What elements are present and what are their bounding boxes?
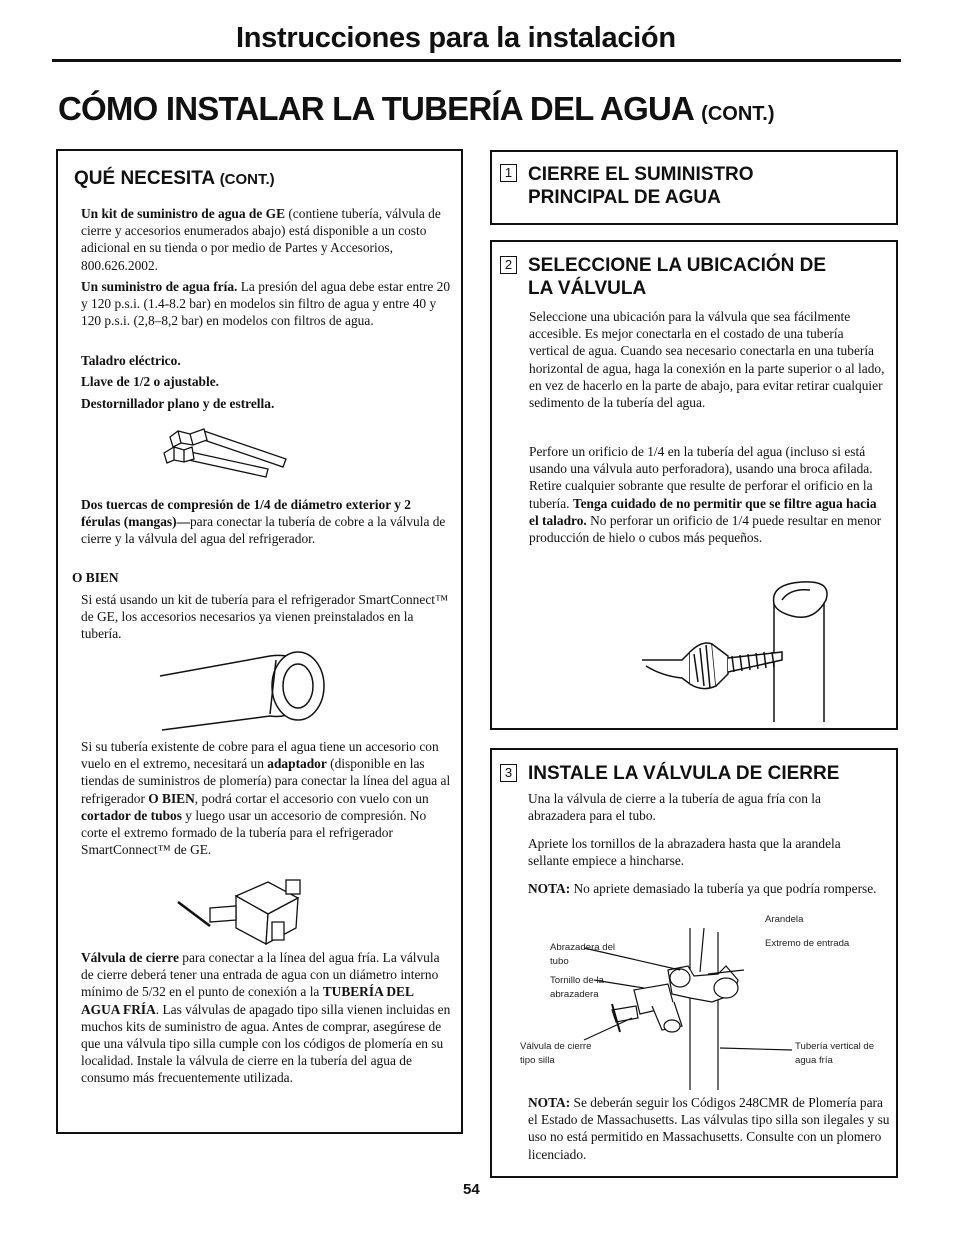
valve-text-2: . Las válvulas de apagado tipo silla vienen incluidas en muchos kits de suministro de agua. Antes de comprar, asegúrese de que una válvula tipo silla cumple con los códigos de plomería en su localidad. Instale la válvula de cierre en la tubería del agua de consumo más frecuentemente utilizada. bbox=[81, 1001, 451, 1086]
heading-suffix: (CONT.) bbox=[219, 171, 275, 188]
step-3-number: 3 bbox=[500, 764, 517, 782]
label-saddle-valve: Válvula de cierre tipo silla bbox=[520, 1041, 592, 1066]
section-title bbox=[58, 90, 775, 128]
adapter-paragraph bbox=[81, 738, 451, 858]
or-label-1 bbox=[72, 569, 119, 586]
adapter-text-4: y luego usar un accesorio de compresión. No corte el extremo formado de la tubería para el refrigerador SmartConnect™ de GE. bbox=[81, 807, 427, 858]
adapter-text-1: Si su tubería existente de cobre para el agua tiene un accesorio con vuelo en el extremo, necesitará un bbox=[81, 739, 439, 772]
smartconnect-paragraph: Si está usando un kit de tubería para el refrigerador SmartConnect™ de GE, los accesorios necesarios ya vienen preinstalados en la tubería. bbox=[81, 592, 449, 642]
adapter-bold: adaptador bbox=[267, 756, 327, 772]
section-title-suffix: (CONT.) bbox=[701, 103, 775, 125]
supply-text: La presión del agua debe estar entre 20 y 120 p.s.i. (1.4-8.2 bar) en modelos sin filtro de agua y entre 40 y 120 p.s.i. (2,8–8,2 bar) en modelos con filtros de agua. bbox=[81, 279, 451, 329]
note-1-text: No apriete demasiado la tubería ya que podría romperse. bbox=[570, 881, 877, 896]
step-2-end: No perforar un orificio de 1/4 puede resultar en menor producción de hielo o cubos más pequeños. bbox=[529, 512, 882, 546]
wrench-text: Llave de 1/2 o ajustable. bbox=[81, 374, 219, 389]
valve-bold: Válvula de cierre bbox=[81, 950, 179, 965]
header-divider bbox=[52, 59, 901, 62]
valve-text-1: para conectar a la línea del agua fría. La válvula de cierre deberá tener una entrada de agua con un diámetro interno mínimo de 5/32 en el punto de conexión a la bbox=[81, 950, 440, 1000]
compression-nuts-illustration bbox=[166, 423, 291, 478]
screwdriver-text: Destornillador plano y de estrella. bbox=[81, 396, 275, 411]
step-3-title: INSTALE LA VÁLVULA DE CIERRE bbox=[528, 763, 840, 784]
step-1-title: CIERRE EL SUMINISTRO PRINCIPAL DE AGUA bbox=[528, 164, 754, 208]
note-1-label: NOTA: bbox=[528, 881, 571, 896]
adapter-text-2: (disponible en las tiendas de suministros de plomería) para conectar la línea del agua al refrigerador bbox=[81, 756, 451, 806]
or-text-2: O BIEN bbox=[148, 790, 195, 806]
screwdriver-item bbox=[81, 395, 274, 412]
drill-pipe-illustration bbox=[642, 582, 872, 722]
label-pipe-clamp: Abrazadera del tubo bbox=[550, 942, 616, 967]
step-2-bold: Tenga cuidado de no permitir que se filtre agua hacia el taladro. bbox=[529, 495, 877, 528]
step-1-number: 1 bbox=[500, 164, 517, 182]
note-2-label: NOTA: bbox=[528, 1095, 571, 1110]
step-3-paragraph-1: Una la válvula de cierre a la tubería de agua fría con la abrazadera para el tubo. bbox=[528, 791, 821, 824]
step-2-paragraph-2 bbox=[529, 443, 885, 546]
step-2-panel bbox=[490, 240, 898, 730]
flared-tubing-illustration bbox=[158, 648, 328, 733]
step-2-paragraph-1: Seleccione una ubicación para la válvula que sea fácilmente accesible. Es mejor conectarla en el costado de una tubería vertical de agua. Cuando sea necesario conectarla en una tubería horizontal de agua, haga la conexión en la parte superior o al lado, en vez de hacerlo en la parte de abajo, para evitar retirar cualquier sedimento de la tubería del agua. bbox=[529, 309, 885, 411]
step-1-panel bbox=[490, 150, 898, 225]
step-2-title: SELECCIONE LA UBICACIÓN DE LA VÁLVULA bbox=[528, 255, 827, 299]
label-clamp-screw: Tornillo de la abrazadera bbox=[550, 975, 604, 1000]
wrench-item bbox=[81, 373, 219, 390]
kit-bold: Un kit de suministro de agua de GE bbox=[81, 206, 285, 221]
note-2-text: Se deberán seguir los Códigos 248CMR de Plomería para el Estado de Massachusetts. Las válvulas tipo silla son ilegales y su uso no está permitido en Massachusetts. Consulte con un plomero licenciado. bbox=[528, 1095, 890, 1162]
page-header-title: Instrucciones para la instalación bbox=[236, 22, 676, 54]
compression-nuts-paragraph bbox=[81, 496, 451, 548]
shutoff-valve-illustration bbox=[176, 878, 306, 948]
label-washer: Arandela bbox=[765, 914, 804, 925]
drill-item bbox=[81, 352, 181, 369]
adapter-text-3: , podrá cortar el accesorio con vuelo con un bbox=[194, 790, 429, 806]
step-3-note-1 bbox=[528, 880, 888, 897]
kit-text: (contiene tubería, válvula de cierre y accesorios enumerados abajo) está disponible a un costo adicional en su tienda o por medio de Partes y Accesorios, 800.626.2002. bbox=[81, 206, 441, 273]
label-vertical-pipe: Tubería vertical de agua fría bbox=[795, 1041, 875, 1066]
supply-bold: Un suministro de agua fría. bbox=[81, 279, 238, 294]
what-you-need-panel bbox=[56, 149, 463, 1134]
step-3-note-2 bbox=[528, 1094, 890, 1163]
step-3-panel bbox=[490, 748, 898, 1178]
valve-bold-2: TUBERÍA DEL AGUA FRÍA bbox=[81, 984, 414, 1017]
or-text-1: O BIEN bbox=[72, 570, 119, 585]
supply-paragraph bbox=[81, 278, 451, 330]
label-inlet-end: Extremo de entrada bbox=[765, 938, 850, 949]
shutoff-valve-paragraph bbox=[81, 949, 453, 1087]
nuts-text: para conectar la tubería de cobre a la válvula de cierre y la válvula del agua del refrigerador. bbox=[81, 514, 446, 547]
drill-text: Taladro eléctrico. bbox=[81, 353, 181, 368]
heading-text: QUÉ NECESITA bbox=[74, 168, 215, 189]
cutter-bold: cortador de tubos bbox=[81, 807, 182, 823]
step-2-text: Perfore un orificio de 1/4 en la tubería del agua (incluso si está usando una válvula auto perforadora), usando una broca afilada. Retire cualquier sobrante que resulte de perforar el orificio en la tubería. bbox=[529, 444, 873, 511]
section-title-text: CÓMO INSTALAR LA TUBERÍA DEL AGUA bbox=[58, 90, 693, 127]
what-you-need-heading bbox=[74, 168, 275, 190]
page-number: 54 bbox=[463, 1181, 480, 1198]
kit-paragraph bbox=[81, 205, 451, 274]
step-3-paragraph-2: Apriete los tornillos de la abrazadera hasta que la arandela sellante empiece a hincharse. bbox=[528, 836, 841, 869]
nuts-bold: Dos tuercas de compresión de 1/4 de diámetro exterior y 2 férulas (mangas)— bbox=[81, 497, 412, 530]
step-2-number: 2 bbox=[500, 256, 517, 274]
